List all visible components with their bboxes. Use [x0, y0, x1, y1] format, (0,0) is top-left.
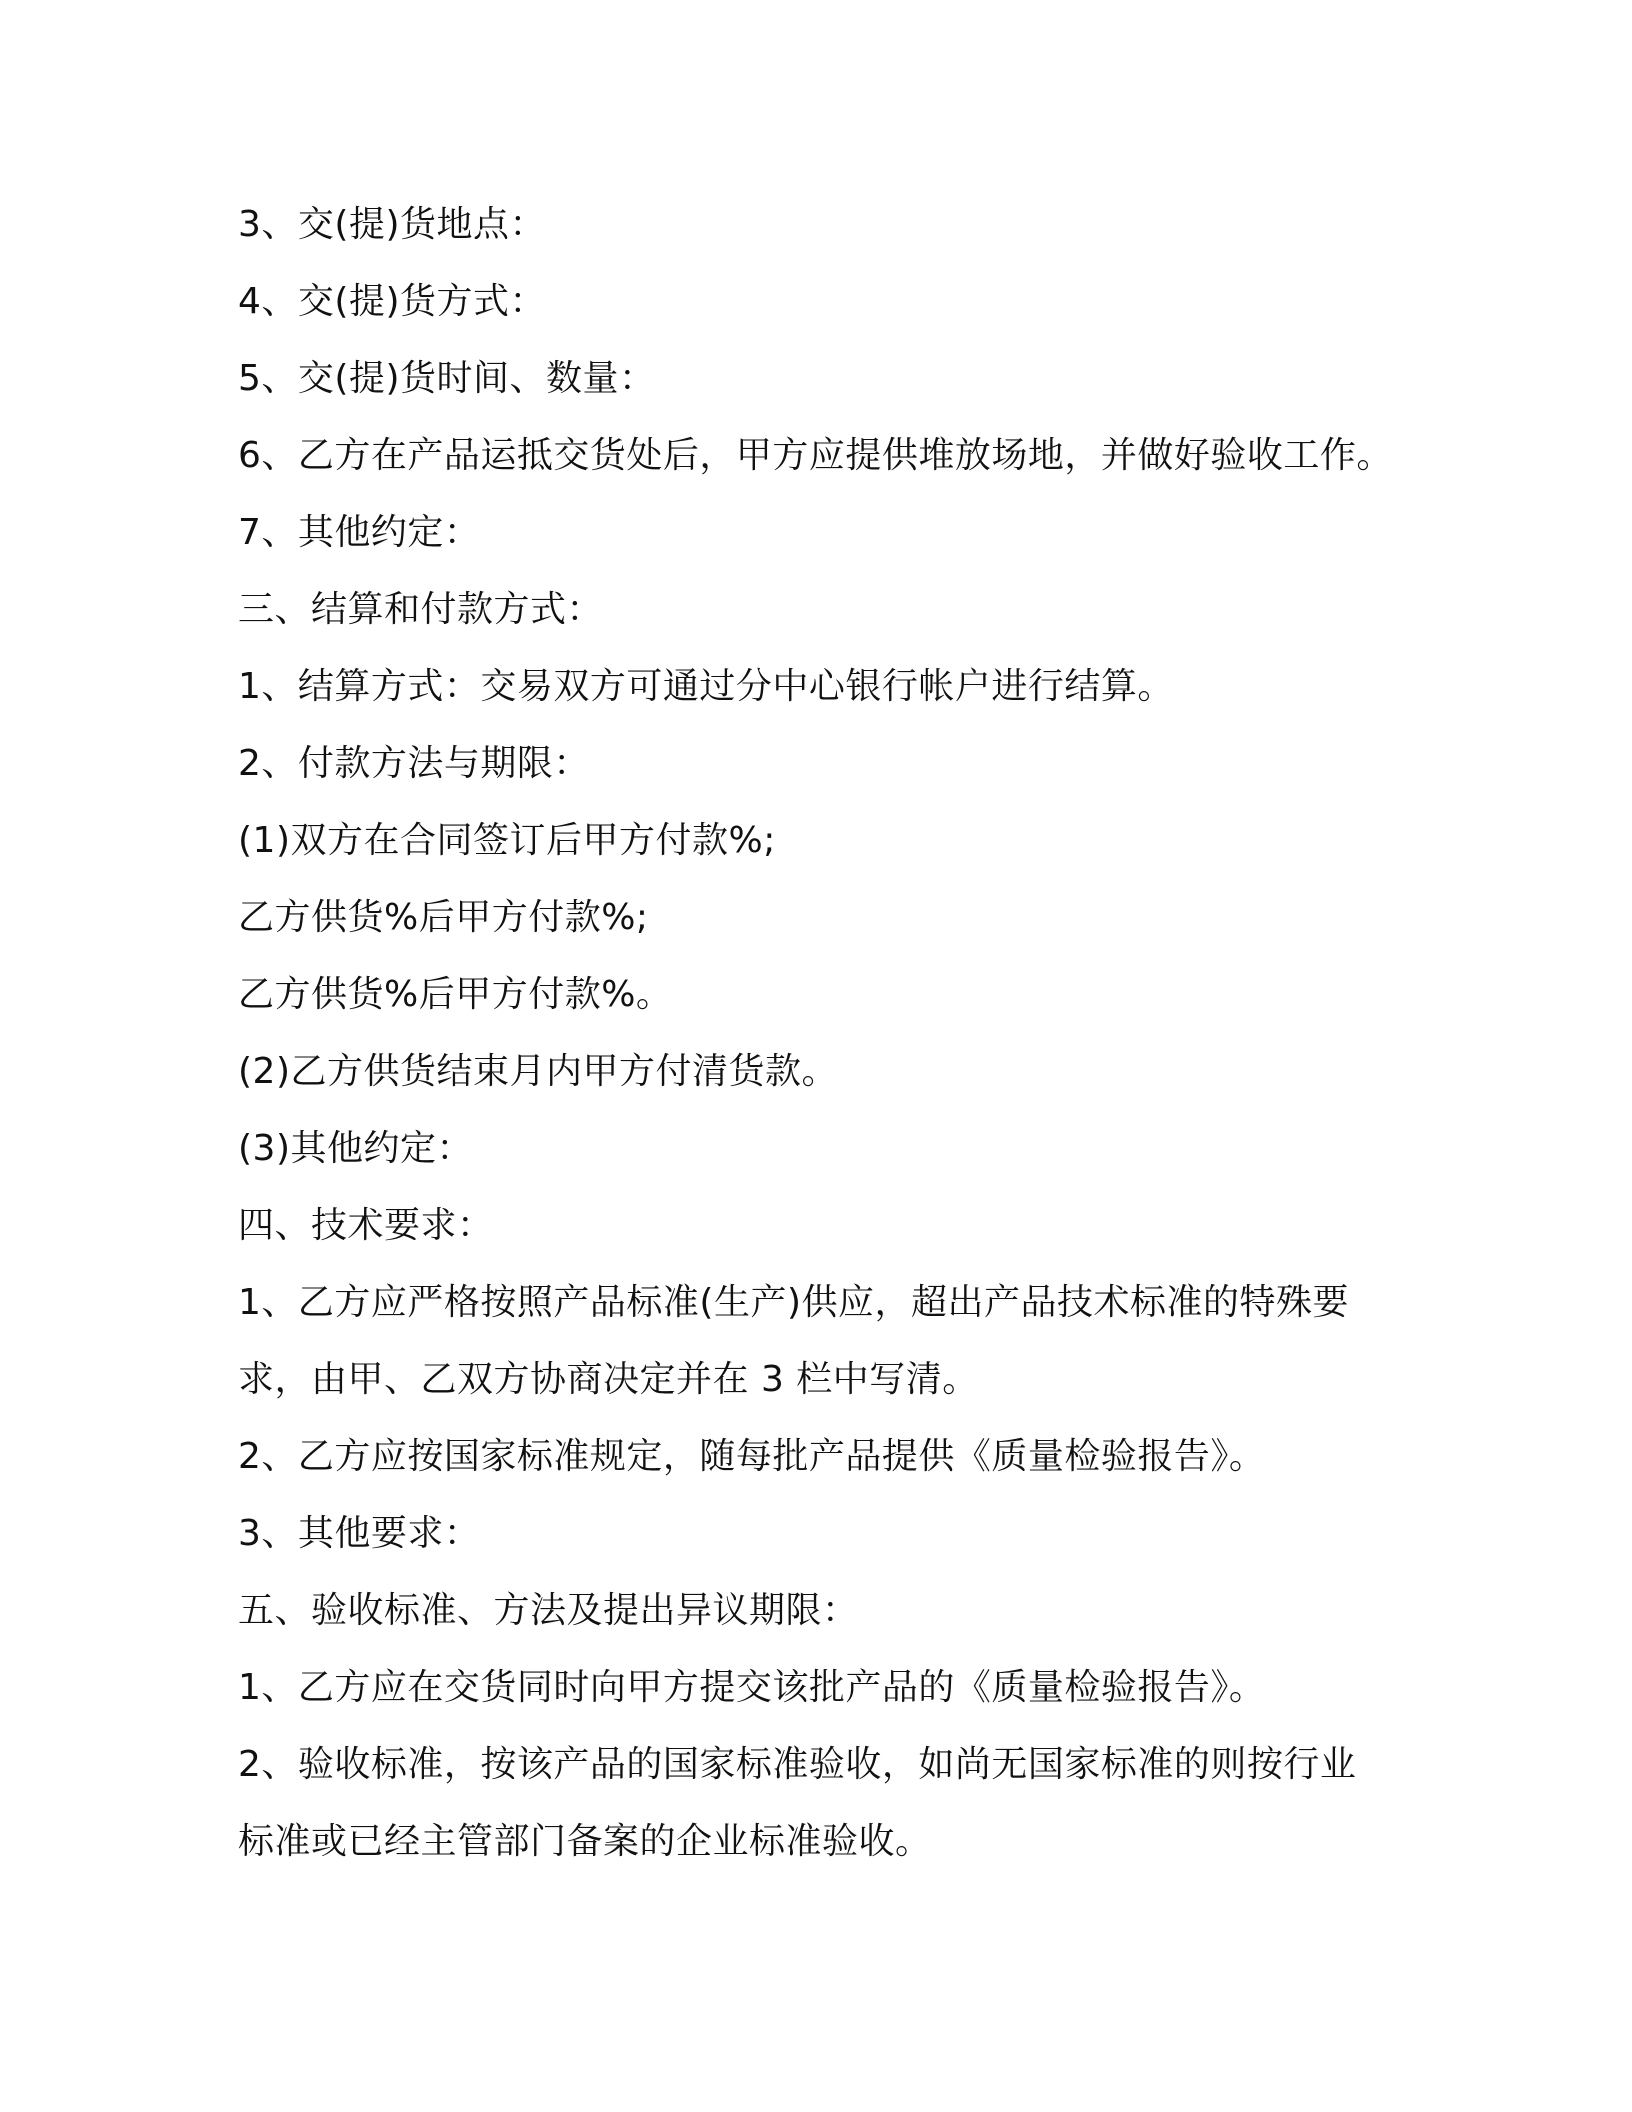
section-heading: 三、结算和付款方式：: [238, 589, 604, 630]
text-line: 乙方供货%后甲方付款%。: [238, 974, 673, 1015]
text-line: 4、交(提)货方式：: [238, 281, 546, 322]
text-line: 1、乙方应在交货同时向甲方提交该批产品的《质量检验报告》。: [238, 1667, 1266, 1708]
section-heading: 四、技术要求：: [238, 1205, 494, 1246]
text-line: 6、乙方在产品运抵交货处后，甲方应提供堆放场地，并做好验收工作。: [238, 435, 1393, 476]
text-line: 标准或已经主管部门备案的企业标准验收。: [238, 1821, 932, 1862]
text-line: 1、结算方式：交易双方可通过分中心银行帐户进行结算。: [238, 666, 1174, 707]
document-body: [238, 186, 1398, 1880]
text-line: 求，由甲、乙双方协商决定并在 3 栏中写清。: [238, 1359, 979, 1400]
text-line: 1、乙方应严格按照产品标准(生产)供应，超出产品技术标准的特殊要: [238, 1282, 1349, 1323]
text-line: 2、验收标准，按该产品的国家标准验收，如尚无国家标准的则按行业: [238, 1744, 1357, 1785]
text-line: 7、其他约定：: [238, 512, 481, 553]
text-line: 3、其他要求：: [238, 1513, 481, 1554]
text-line: 2、付款方法与期限：: [238, 743, 590, 784]
text-line: 乙方供货%后甲方付款%;: [238, 897, 649, 938]
text-line: 3、交(提)货地点：: [238, 204, 546, 245]
text-line: (1)双方在合同签订后甲方付款%;: [238, 820, 776, 861]
text-line: (2)乙方供货结束月内甲方付清货款。: [238, 1051, 838, 1092]
text-line: (3)其他约定：: [238, 1128, 473, 1169]
text-line: 2、乙方应按国家标准规定，随每批产品提供《质量检验报告》。: [238, 1436, 1266, 1477]
section-heading: 五、验收标准、方法及提出异议期限：: [238, 1590, 859, 1631]
text-line: 5、交(提)货时间、数量：: [238, 358, 656, 399]
